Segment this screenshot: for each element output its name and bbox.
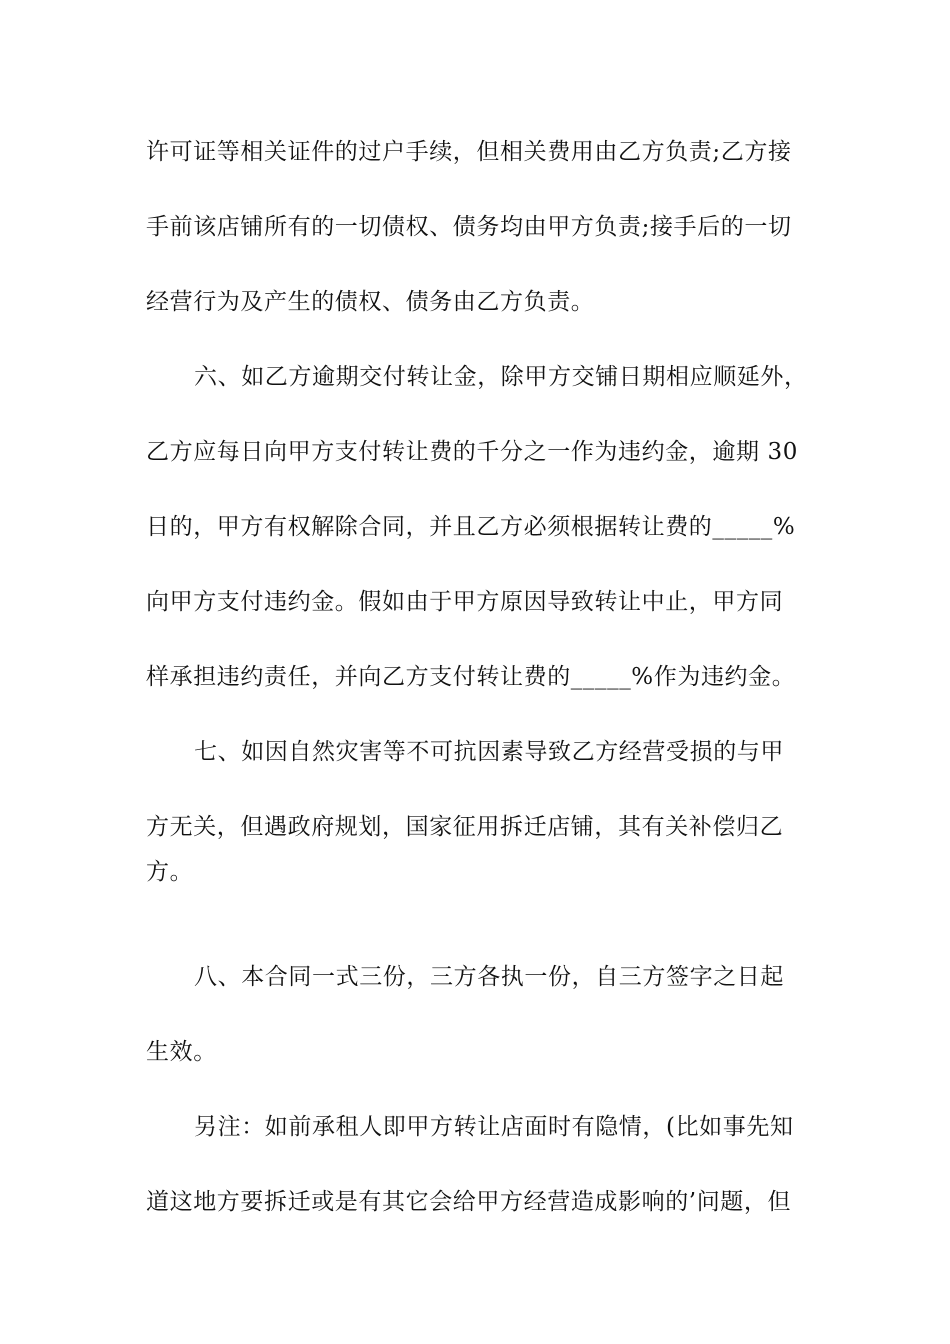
paragraph-eight-start: 八、本合同一式三份，三方各执一份，自三方签字之日起 bbox=[194, 964, 784, 990]
text-line: 手前该店铺所有的一切债权、债务均由甲方负责;接手后的一切 bbox=[146, 214, 792, 240]
paragraph-seven-start: 七、如因自然灾害等不可抗因素导致乙方经营受损的与甲 bbox=[194, 739, 784, 765]
text-line: 乙方应每日向甲方支付转让费的千分之一作为违约金，逾期 30 bbox=[146, 439, 798, 465]
text-line: 道这地方要拆迁或是有其它会给甲方经营造成影响的’问题，但 bbox=[146, 1189, 792, 1215]
paragraph-six-start: 六、如乙方逾期交付转让金，除甲方交铺日期相应顺延外， bbox=[194, 364, 808, 390]
text-line: 经营行为及产生的债权、债务由乙方负责。 bbox=[146, 289, 595, 315]
text-line: 方。 bbox=[146, 859, 194, 885]
text-line: 方无关，但遇政府规划，国家征用拆迁店铺，其有关补偿归乙 bbox=[146, 814, 784, 840]
text-line: 生效。 bbox=[146, 1039, 217, 1065]
text-line: 许可证等相关证件的过户手续，但相关费用由乙方负责;乙方接 bbox=[146, 139, 792, 165]
text-line: 日的，甲方有权解除合同，并且乙方必须根据转让费的_____% bbox=[146, 514, 796, 540]
text-line: 样承担违约责任，并向乙方支付转让费的_____%作为违约金。 bbox=[146, 664, 796, 690]
text-line: 向甲方支付违约金。假如由于甲方原因导致转让中止，甲方同 bbox=[146, 589, 784, 615]
paragraph-note-start: 另注：如前承租人即甲方转让店面时有隐情，(比如事先知 bbox=[194, 1114, 794, 1140]
